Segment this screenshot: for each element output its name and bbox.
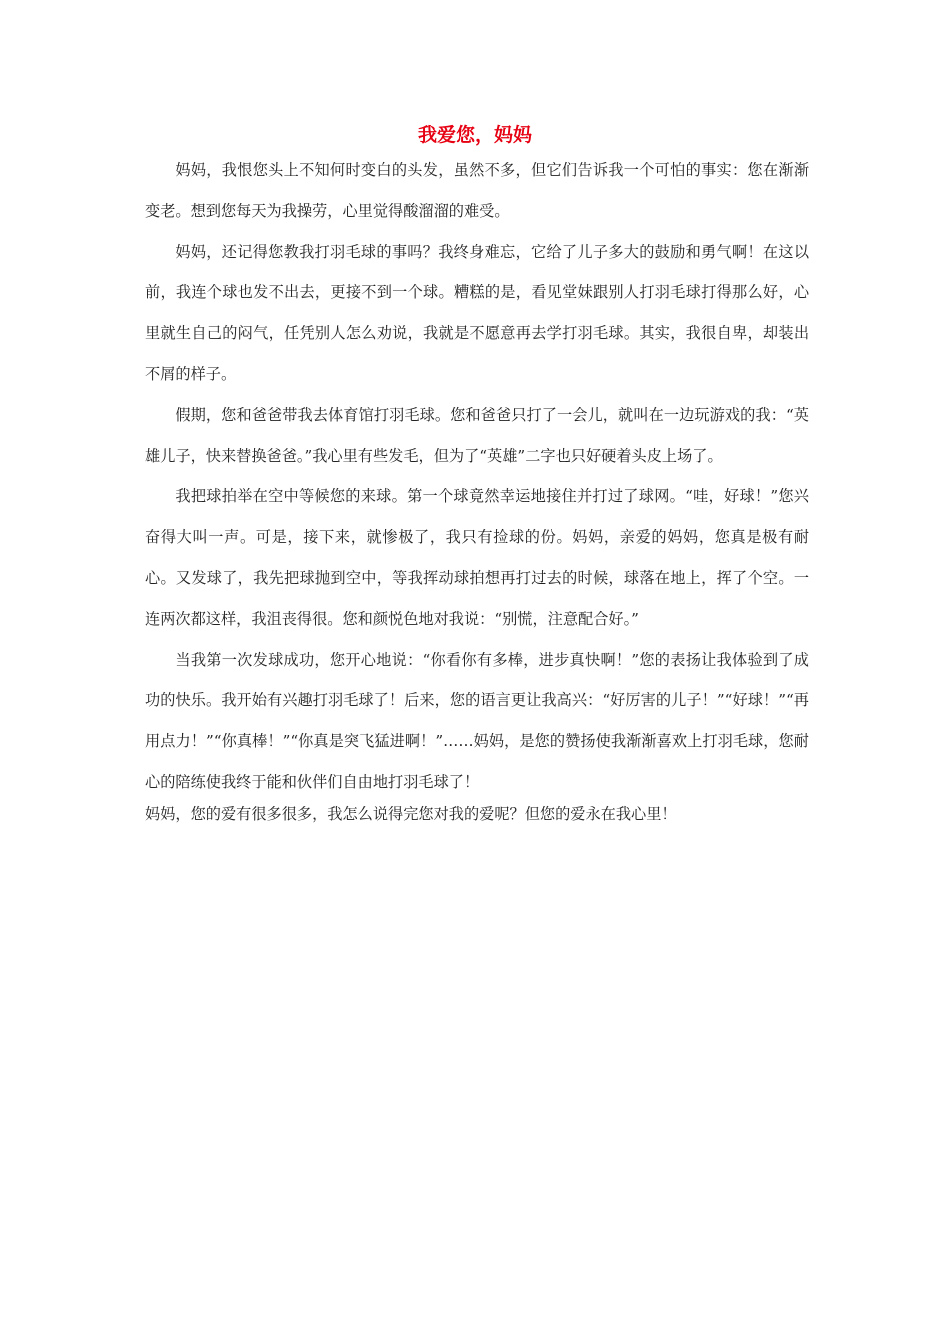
paragraph-3: 假期，您和爸爸带我去体育馆打羽毛球。您和爸爸只打了一会儿，就叫在一边玩游戏的我：“英雄儿子，快来替换爸爸。”我心里有些发毛，但为了“英雄”二字也只好硬着头皮上场了。 — [145, 405, 809, 465]
paragraph-2: 妈妈，还记得您教我打羽毛球的事吗？我终身难忘，它给了儿子多大的鼓励和勇气啊！在这以前，我连个球也发不出去，更接不到一个球。糟糕的是，看见堂妹跟别人打羽毛球打得那么好，心里就生自己的闷气，任凭别人怎么劝说，我就是不愿意再去学打羽毛球。其实，我很自卑，却装出不屑的样子。 — [145, 242, 809, 383]
document-body — [145, 150, 809, 831]
paragraph-4: 我把球拍举在空中等候您的来球。第一个球竟然幸运地接住并打过了球网。“哇，好球！”您兴奋得大叫一声。可是，接下来，就惨极了，我只有捡球的份。妈妈，亲爱的妈妈，您真是极有耐心。又发球了，我先把球抛到空中，等我挥动球拍想再打过去的时候，球落在地上，挥了个空。一连两次都这样，我沮丧得很。您和颜悦色地对我说：“别慌，注意配合好。” — [145, 487, 809, 628]
document-title: 我爱您，妈妈 — [417, 124, 532, 146]
paragraph-1: 妈妈，我恨您头上不知何时变白的头发，虽然不多，但它们告诉我一个可怕的事实：您在渐渐变老。想到您每天为我操劳，心里觉得酸溜溜的难受。 — [145, 161, 809, 220]
paragraph-6: 妈妈，您的爱有很多很多，我怎么说得完您对我的爱呢？但您的爱永在我心里！ — [145, 804, 677, 823]
paragraph-5: 当我第一次发球成功，您开心地说：“你看你有多棒，进步真快啊！”您的表扬让我体验到了成功的快乐。我开始有兴趣打羽毛球了！后来，您的语言更让我高兴：“好厉害的儿子！”“好球！”“再用点力！”“你真棒！”“你真是突飞猛进啊！”……妈妈，是您的赞扬使我渐渐喜欢上打羽毛球，您耐心的陪练使我终于能和伙伴们自由地打羽毛球了！ — [145, 650, 809, 791]
